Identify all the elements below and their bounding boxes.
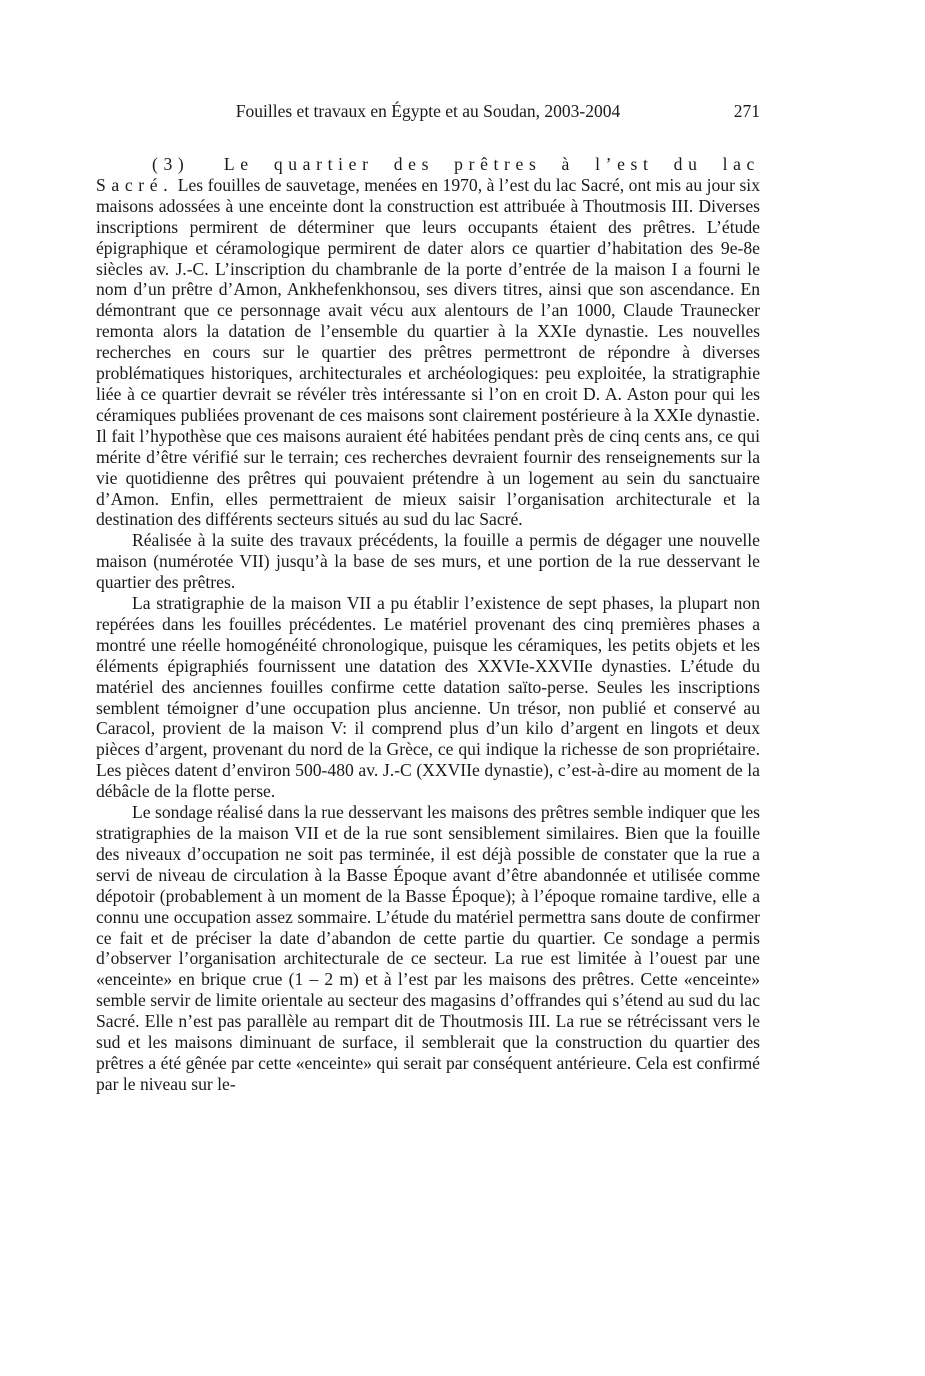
section-number: (3)	[152, 154, 190, 174]
running-head	[96, 99, 760, 123]
paragraph-2: Réalisée à la suite des travaux précédents, la fouille a permis de dégager une nouvelle maison (numérotée VII) jusqu’à la base de ses murs, et une portion de la rue desservant le quartier des prêtres.	[96, 530, 760, 593]
paragraph-3: La stratigraphie de la maison VII a pu établir l’existence de sept phases, la plupart non repérées dans les fouilles précédentes. Le matériel provenant des cinq premières phases a montré une réelle homogénéité chronologique, puisque les céramiques, les petits objets et les éléments épigraphiés fournissent une datation des XXVIe-XXVIIe dynasties. L’étude du matériel des anciennes fouilles confirme cette datation saïto-perse. Seules les inscriptions semblent témoigner d’une occupation plus ancienne. Un trésor, non publié et conservé au Caracol, provient de la maison V: il comprend plus d’un kilo d’argent en lingots et deux pièces d’argent, provenant du nord de la Grèce, ce qui indique la richesse de son propriétaire. Les pièces datent d’environ 500-480 av. J.-C (XXVIIe dynastie), c’est-à-dire au moment de la débâcle de la flotte perse.	[96, 593, 760, 802]
paragraph-4: Le sondage réalisé dans la rue desservant les maisons des prêtres semble indiquer que les stratigraphies de la maison VII et de la rue sont sensiblement similaires. Bien que la fouille des niveaux d’occupation ne soit pas terminée, il est déjà possible de constater que la rue a servi de niveau de circulation à la Basse Époque avant d’être abandonnée et utilisée comme dépotoir (probablement à un moment de la Basse Époque); à l’époque romaine tardive, elle a connu une occupation assez sommaire. L’étude du matériel permettra sans doute de confirmer ce fait et de préciser la date d’abandon de cette partie du quartier. Ce sondage a permis d’observer l’organisation architecturale de ce secteur. La rue est limitée à l’ouest par une «enceinte» en brique crue (1 – 2 m) et à l’est par les maisons des prêtres. Cette «enceinte» semble servir de limite orientale au secteur des magasins d’offrandes qui s’étend au sud du lac Sacré. Elle n’est pas parallèle au rempart dit de Thoutmosis III. La rue se rétrécissant vers le sud et les maisons diminuant de surface, il semblerait que la construction du quartier des prêtres a été gênée par cette «enceinte» qui serait par conséquent antérieure. Cela est confirmé par le niveau sur le-	[96, 802, 760, 1094]
paragraph-1	[96, 154, 760, 530]
running-title: Fouilles et travaux en Égypte et au Soudan, 2003-2004	[235, 101, 621, 121]
paragraph-text: Les fouilles de sauvetage, menées en 1970, à l’est du lac Sacré, ont mis au jour six maisons adossées à une enceinte dont la construction est attribuée à Thoutmosis III. Diverses inscriptions permirent de déterminer que leurs occupants étaient des prêtres. L’étude épigraphique et céramologique permirent de dater alors ce quartier d’habitation des 9e-8e siècles av. J.-C. L’inscription du chambranle de la porte d’entrée de la maison I a fourni le nom d’un prêtre d’Amon, Ankhefenkhonsou, ses divers titres, ainsi que son ascendance. En démontrant que ce personnage avait vécu aux alentours de l’an 1000, Claude Traunecker remonta alors la datation de l’ensemble du quartier à la XXIe dynastie. Les nouvelles recherches en cours sur le quartier des prêtres permettront de répondre à diverses problématiques historiques, architecturales et archéologiques: peu exploitée, la stratigraphie liée à ce quartier devrait se révéler très intéressante si l’on en croit D. A. Aston pour qui les céramiques publiées provenant de ces maisons sont clairement postérieure à la XXIe dynastie. Il fait l’hypothèse que ces maisons auraient été habitées pendant près de cinq cents ans, ce qui mérite d’être vérifié sur le terrain; ces recherches devraient fournir des renseignements sur la vie quotidienne des prêtres qui pouvaient prétendre à un logement au sein du sanctuaire d’Amon. Enfin, elles permettraient de mieux saisir l’organisation architecturale et la destination des différents secteurs situés au sud du lac Sacré.	[96, 174, 760, 530]
body-text	[96, 154, 760, 1095]
section-heading: Le quartier des prêtres à l’est du lac Sacré.	[96, 154, 760, 195]
page-number: 271	[733, 101, 760, 121]
